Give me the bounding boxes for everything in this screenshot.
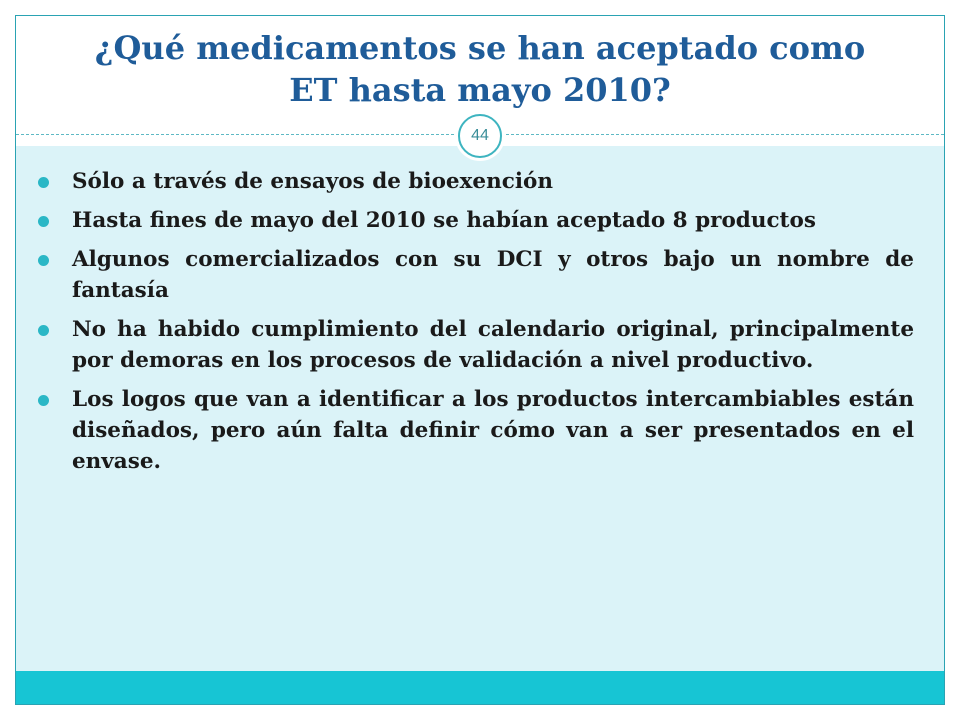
bullet-item [38, 314, 914, 376]
bullet-dot-icon [38, 216, 49, 227]
bullet-dot-icon [38, 255, 49, 266]
slide-title-line-1: ¿Qué medicamentos se han aceptado como [94, 29, 866, 67]
bullet-dot-icon [38, 177, 49, 188]
slide [15, 15, 945, 705]
bullet-dot-icon [38, 395, 49, 406]
bullet-list [38, 166, 914, 485]
footer-band [16, 671, 944, 704]
bullet-text: No ha habido cumplimiento del calendario original, principalmente por demoras en los procesos de validación a nivel productivo. [72, 317, 914, 373]
bullet-item [38, 166, 914, 197]
slide-number-badge: 44 [458, 114, 502, 158]
bullet-item [38, 244, 914, 306]
bullet-text: Sólo a través de ensayos de bioexención [72, 169, 553, 194]
bullet-dot-icon [38, 325, 49, 336]
slide-title-line-2: ET hasta mayo 2010? [289, 71, 671, 109]
bullet-item [38, 205, 914, 236]
bullet-text: Hasta fines de mayo del 2010 se habían aceptado 8 productos [72, 208, 816, 233]
bullet-text: Algunos comercializados con su DCI y otros bajo un nombre de fantasía [72, 247, 914, 303]
slide-title [36, 27, 924, 111]
bullet-text: Los logos que van a identificar a los productos intercambiables están diseñados, pero aún falta definir cómo van a ser presentados en el envase. [72, 387, 914, 474]
bullet-item [38, 384, 914, 477]
